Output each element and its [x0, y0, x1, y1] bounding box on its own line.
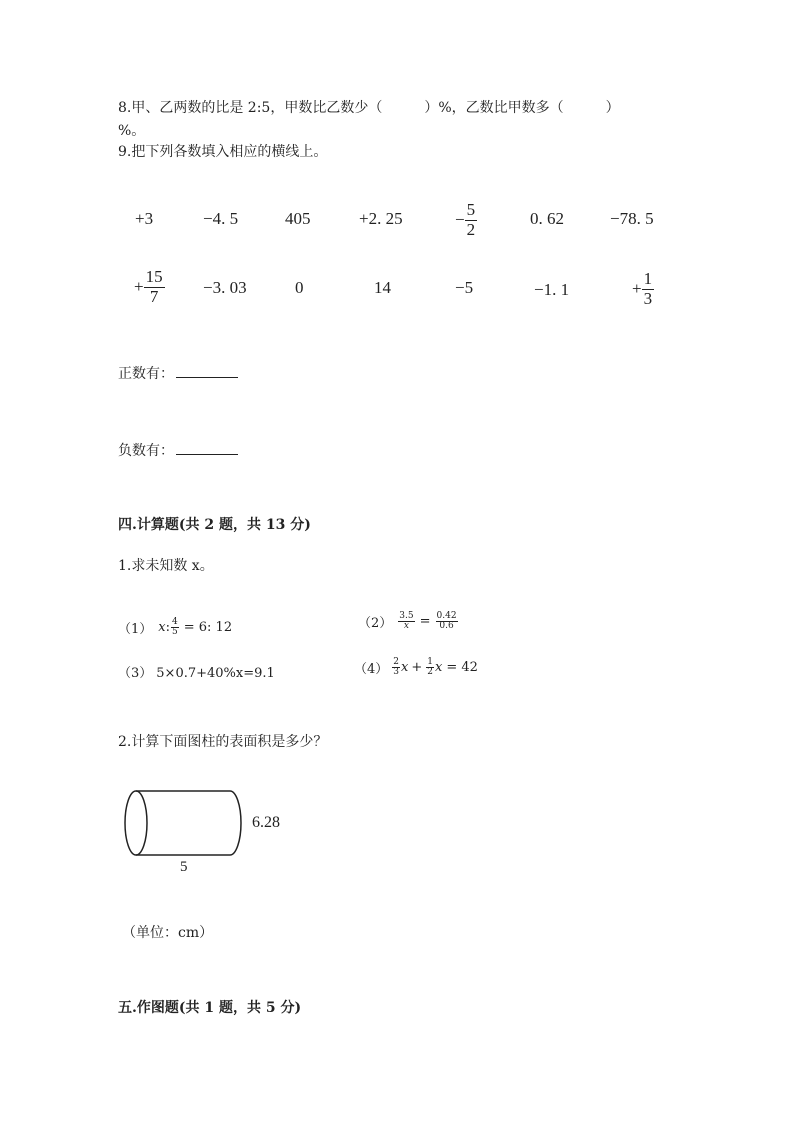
section-4-heading: 四.计算题(共 2 题，共 13 分): [118, 517, 311, 533]
eq-num: 4: [172, 617, 178, 627]
negative-numbers-row: [118, 440, 238, 460]
fraction-neg-5-2: [455, 201, 477, 239]
q9-title: 9.把下列各数填入相应的横线上。: [118, 144, 328, 160]
fraction-den: 2: [466, 219, 476, 239]
fraction-sign: −: [455, 210, 465, 230]
equation-1: [118, 618, 232, 638]
eq-den: 3: [393, 667, 400, 678]
eq-rhs: = 42: [446, 660, 478, 676]
fraction-den: 7: [149, 286, 159, 306]
equation-2: [358, 612, 459, 632]
number-item: 405: [285, 209, 311, 228]
number-item: −1. 1: [534, 280, 570, 299]
number-item: −4. 5: [203, 209, 239, 228]
number-item: −78. 5: [610, 209, 654, 228]
number-item: +2. 25: [359, 209, 403, 228]
eq-equals: =: [419, 614, 431, 630]
eq-text: 5×0.7+40%x=9.1: [156, 666, 275, 681]
eq-var: x: [435, 660, 443, 676]
eq-label: （1）: [118, 622, 153, 638]
cylinder-circumference-label: 6.28: [252, 814, 280, 831]
q8-line1: 8.甲、乙两数的比是 2:5，甲数比乙数少（ ）%，乙数比甲数多（ ）: [118, 100, 620, 116]
cylinder-right-end: [230, 791, 241, 855]
equation-4: [354, 658, 478, 678]
eq-label: （4）: [354, 662, 389, 678]
eq-label: （3）: [118, 666, 153, 681]
eq-num: 2: [393, 657, 400, 667]
fraction-pos-1-3: [632, 270, 654, 308]
eq-rhs: = 6: 12: [183, 620, 233, 636]
eq-var: x: [401, 660, 409, 676]
section-5-heading: 五.作图题(共 1 题，共 5 分): [118, 1000, 302, 1016]
eq-den: 2: [427, 667, 433, 678]
problem-1-title: 1.求未知数 x。: [118, 558, 214, 574]
number-item: +3: [135, 209, 154, 228]
eq-plus: +: [411, 660, 423, 676]
eq-var: x: [158, 620, 166, 636]
eq-label: （2）: [358, 616, 393, 632]
eq-den: 5: [172, 627, 178, 638]
number-item: −5: [455, 278, 474, 297]
eq-num: 3.5: [399, 611, 414, 621]
problem-2-title: 2.计算下面图柱的表面积是多少？: [118, 734, 328, 750]
fraction-num: 15: [145, 267, 163, 286]
fraction-den: 3: [643, 288, 653, 308]
eq-num: 1: [427, 657, 433, 667]
positive-numbers-row: [118, 363, 238, 383]
number-item: 14: [374, 278, 391, 297]
equation-3: [118, 662, 275, 681]
cylinder-diagram: [118, 784, 298, 884]
fraction-pos-15-7: [134, 268, 165, 306]
fraction-sign: +: [632, 279, 642, 299]
fraction-num: 5: [466, 200, 476, 219]
cylinder-length-label: 5: [180, 859, 188, 875]
unit-label: （单位：cm）: [122, 925, 214, 941]
positive-answer-blank[interactable]: [176, 363, 238, 378]
fraction-sign: +: [134, 277, 144, 297]
eq-colon: :: [165, 620, 171, 636]
eq-den: 0.6: [439, 621, 454, 632]
number-item: 0: [295, 278, 304, 297]
eq-den: x: [403, 621, 409, 632]
number-item: −3. 03: [203, 278, 247, 297]
positive-label: 正数有：: [118, 366, 174, 382]
number-item: 0. 62: [530, 209, 564, 228]
negative-label: 负数有：: [118, 443, 174, 459]
q8-line2: %。: [118, 123, 146, 139]
cylinder-left-end: [125, 791, 147, 855]
eq-num: 0.42: [436, 611, 457, 621]
fraction-num: 1: [643, 269, 653, 288]
negative-answer-blank[interactable]: [176, 440, 238, 455]
